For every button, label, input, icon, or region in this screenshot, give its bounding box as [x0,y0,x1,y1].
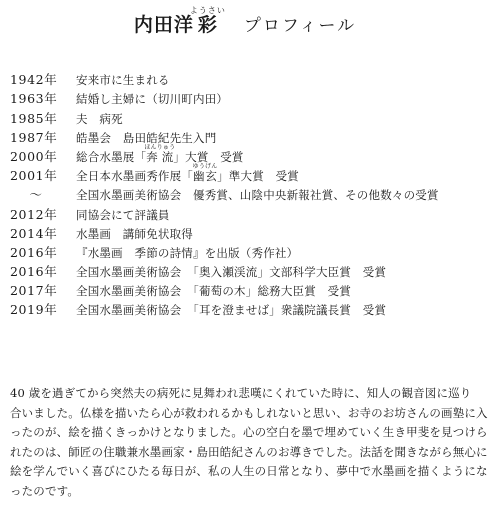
page-title [133,6,357,36]
paragraph-line: 合いました。仏様を描いたら心が救われるかもしれないと思い、お寺のお坊さんの画塾に入 [10,405,488,420]
timeline [10,69,486,318]
timeline-event: 安来市に生まれる [76,73,170,88]
timeline-row [10,242,486,261]
timeline-row [10,299,486,318]
artist-name: 内田洋彩ようさい [133,6,226,36]
timeline-row [10,165,486,184]
timeline-year: 2019年 [10,302,58,318]
timeline-event: 結婚し主婦に（切川町内田） [76,92,229,107]
timeline-year: 1987年 [10,129,58,145]
timeline-event: 全国水墨画美術協会 「耳を澄ませば」衆議院議長賞 受賞 [76,303,387,318]
timeline-year: 2016年 [10,264,58,280]
timeline-year: 2000年 [10,148,58,164]
event-furigana: ゆうげん [192,163,218,171]
timeline-year: 2001年 [10,168,58,184]
timeline-year: 2014年 [10,225,58,241]
timeline-year: 1942年 [10,72,58,88]
timeline-event: 水墨画 講師免状取得 [76,226,193,241]
timeline-year: 2012年 [10,206,58,222]
timeline-event: 全国水墨画美術協会 優秀賞、山陰中央新報社賞、その他数々の受賞 [76,188,439,203]
timeline-event: 皓墨会 島田皓紀先生入門 [76,130,217,145]
paragraph-line: 40 歳を過ぎてから突然夫の病死に見舞われ悲嘆にくれていた時に、知人の観音図に巡り [10,386,472,400]
timeline-year: 1963年 [10,91,58,107]
paragraph-line: れたのは、師匠の住職兼水墨画家・島田皓紀さんのお導きでした。法話を聞きながら無心に [10,444,488,459]
timeline-year: 1985年 [10,110,58,126]
timeline-year: ～ [29,187,43,203]
timeline-year: 2017年 [10,283,58,299]
timeline-event: 全国水墨画美術協会 「葡萄の木」総務大臣賞 受賞 [76,284,352,299]
timeline-row [10,88,486,107]
timeline-row [10,127,486,146]
timeline-row [10,261,486,280]
biography-paragraph [10,384,488,502]
timeline-row [10,184,486,203]
name-furigana: ようさい [189,6,226,15]
timeline-row [10,280,486,299]
paragraph-line: 絵を学んでいく喜びにひたる毎日が、私の人生の日常となり、夢中で水墨画を描くようにな [10,464,488,479]
event-furigana: ほんりゅう [144,143,176,151]
timeline-event: 夫 病死 [76,111,123,126]
timeline-year: 2016年 [10,244,58,260]
page-subtitle: プロフィール [243,16,357,36]
paragraph-line: ったのです。 [10,483,79,498]
timeline-row [10,203,486,222]
timeline-event: 同協会にて評議員 [76,207,170,222]
timeline-row [10,143,486,165]
timeline-event: 全日本水墨画秀作展「幽玄ゆうげん」準大賞 受賞 [76,163,300,184]
timeline-row [10,107,486,126]
timeline-event: 『水墨画 季節の詩情』を出版（秀作社） [76,245,299,260]
profile-header [0,6,490,37]
timeline-row [10,223,486,242]
timeline-event: 全国水墨画美術協会 「奥入瀬渓流」文部科学大臣賞 受賞 [76,265,387,280]
timeline-row [10,69,486,88]
paragraph-line: ったのが、絵を描くきっかけとなりました。心の空白を墨で埋めていく生き甲斐を見つけら [10,425,488,440]
timeline-event: 総合水墨展「奔流ほんりゅう」大賞 受賞 [76,143,244,164]
